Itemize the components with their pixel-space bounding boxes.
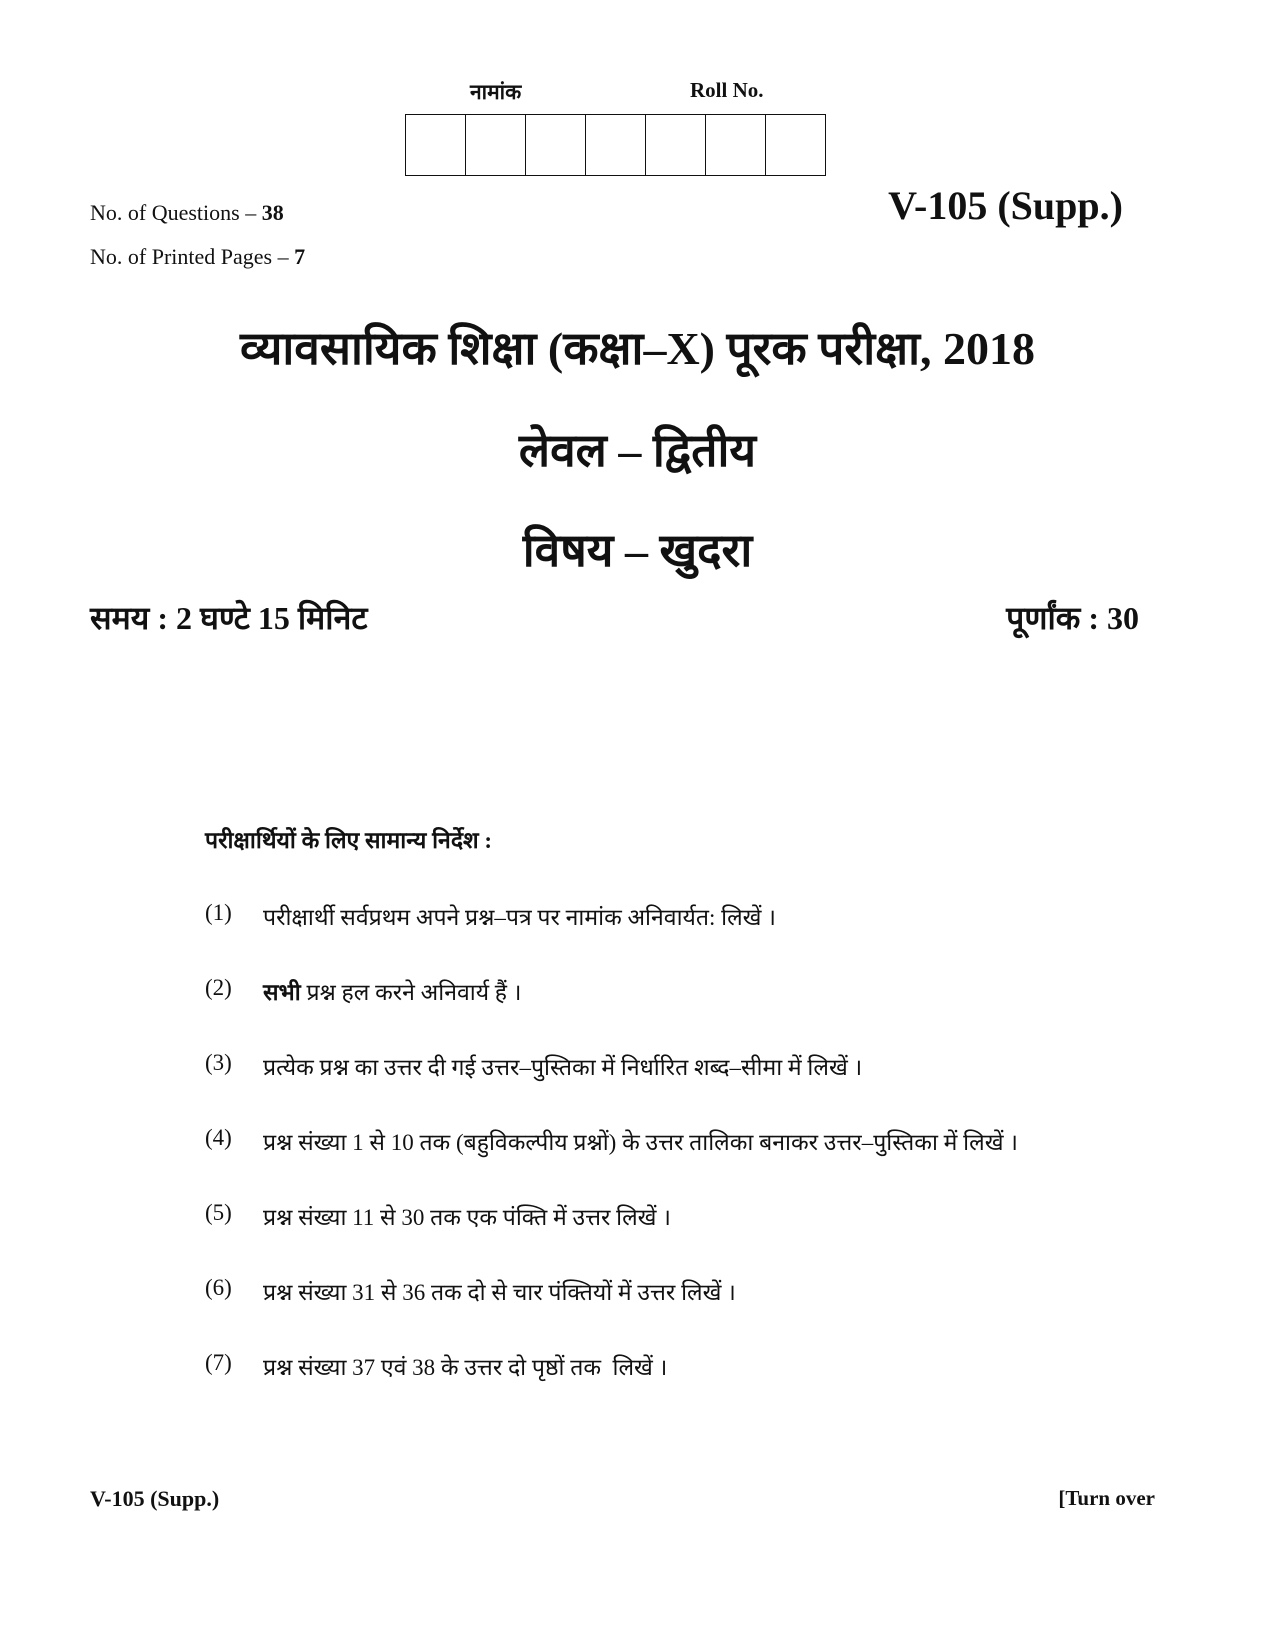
instruction-item: [205, 1050, 1018, 1125]
level-title: लेवल – द्वितीय: [518, 425, 757, 476]
instruction-item: [205, 900, 1018, 975]
instruction-item: [205, 975, 1018, 1050]
paper-code: V-105 (Supp.): [888, 183, 1123, 228]
questions-count: [90, 200, 284, 226]
pages-value: 7: [294, 244, 306, 269]
questions-value: 38: [261, 200, 284, 225]
instruction-text: [263, 975, 522, 1050]
roll-number-box: [406, 115, 466, 175]
instruction-text: [263, 1275, 736, 1350]
roll-number-box: [526, 115, 586, 175]
roll-number-box: [706, 115, 766, 175]
footer-paper-code: V-105 (Supp.): [90, 1486, 220, 1511]
exam-time: समय : 2 घण्टे 15 मिनिट: [90, 600, 368, 636]
roll-number-box: [466, 115, 526, 175]
instruction-number: (7): [205, 1350, 232, 1375]
instruction-body: प्रश्न संख्या 11 से 30 तक एक पंक्ति में उत्तर लिखें ।: [263, 1205, 671, 1230]
instruction-text: [263, 1200, 671, 1275]
instruction-text: [263, 1050, 862, 1125]
exam-title: व्यावसायिक शिक्षा (कक्षा–X) पूरक परीक्षा, 2018: [239, 323, 1036, 374]
instruction-body: प्रत्येक प्रश्न का उत्तर दी गई उत्तर–पुस्तिका में निर्धारित शब्द–सीमा में लिखें ।: [263, 1055, 863, 1080]
roll-number-box: [766, 115, 826, 175]
roll-number-box: [646, 115, 706, 175]
instruction-number: (2): [205, 975, 232, 1000]
instruction-number: (4): [205, 1125, 232, 1150]
printed-pages: [90, 244, 305, 270]
subject-title: विषय – खुदरा: [522, 525, 753, 576]
instruction-item: [205, 1275, 1018, 1350]
namank-label: नामांक: [470, 80, 522, 104]
instructions-list: [205, 900, 1018, 1425]
instruction-body: प्रश्न संख्या 31 से 36 तक दो से चार पंक्तियों में उत्तर लिखें ।: [263, 1280, 736, 1305]
instruction-number: (3): [205, 1050, 232, 1075]
roll-no-label: Roll No.: [690, 78, 764, 102]
instruction-text: [263, 1350, 667, 1425]
full-marks: पूर्णांक : 30: [1006, 600, 1139, 636]
instruction-item: [205, 1125, 1018, 1200]
questions-label: No. of Questions –: [90, 200, 257, 225]
instruction-body: प्रश्न संख्या 37 एवं 38 के उत्तर दो पृष्ठों तक लिखें ।: [263, 1355, 668, 1380]
instructions-heading: परीक्षार्थियों के लिए सामान्य निर्देश :: [205, 828, 493, 853]
turn-over: [Turn over: [1058, 1486, 1155, 1510]
instruction-text: [263, 900, 776, 975]
pages-label: No. of Printed Pages –: [90, 244, 289, 269]
instruction-number: (1): [205, 900, 232, 925]
instruction-number: (6): [205, 1275, 232, 1300]
instruction-item: [205, 1200, 1018, 1275]
roll-number-box: [586, 115, 646, 175]
instruction-body: प्रश्न हल करने अनिवार्य हैं ।: [300, 980, 522, 1005]
roll-number-boxes: [405, 114, 826, 176]
instruction-emphasis: सभी: [263, 980, 301, 1005]
instruction-body: परीक्षार्थी सर्वप्रथम अपने प्रश्न–पत्र पर नामांक अनिवार्यत: लिखें ।: [263, 905, 776, 930]
instruction-number: (5): [205, 1200, 232, 1225]
instruction-item: [205, 1350, 1018, 1425]
instruction-body: प्रश्न संख्या 1 से 10 तक (बहुविकल्पीय प्रश्नों) के उत्तर तालिका बनाकर उत्तर–पुस्तिका में लिखें ।: [263, 1130, 1018, 1155]
instruction-text: [263, 1125, 1018, 1200]
